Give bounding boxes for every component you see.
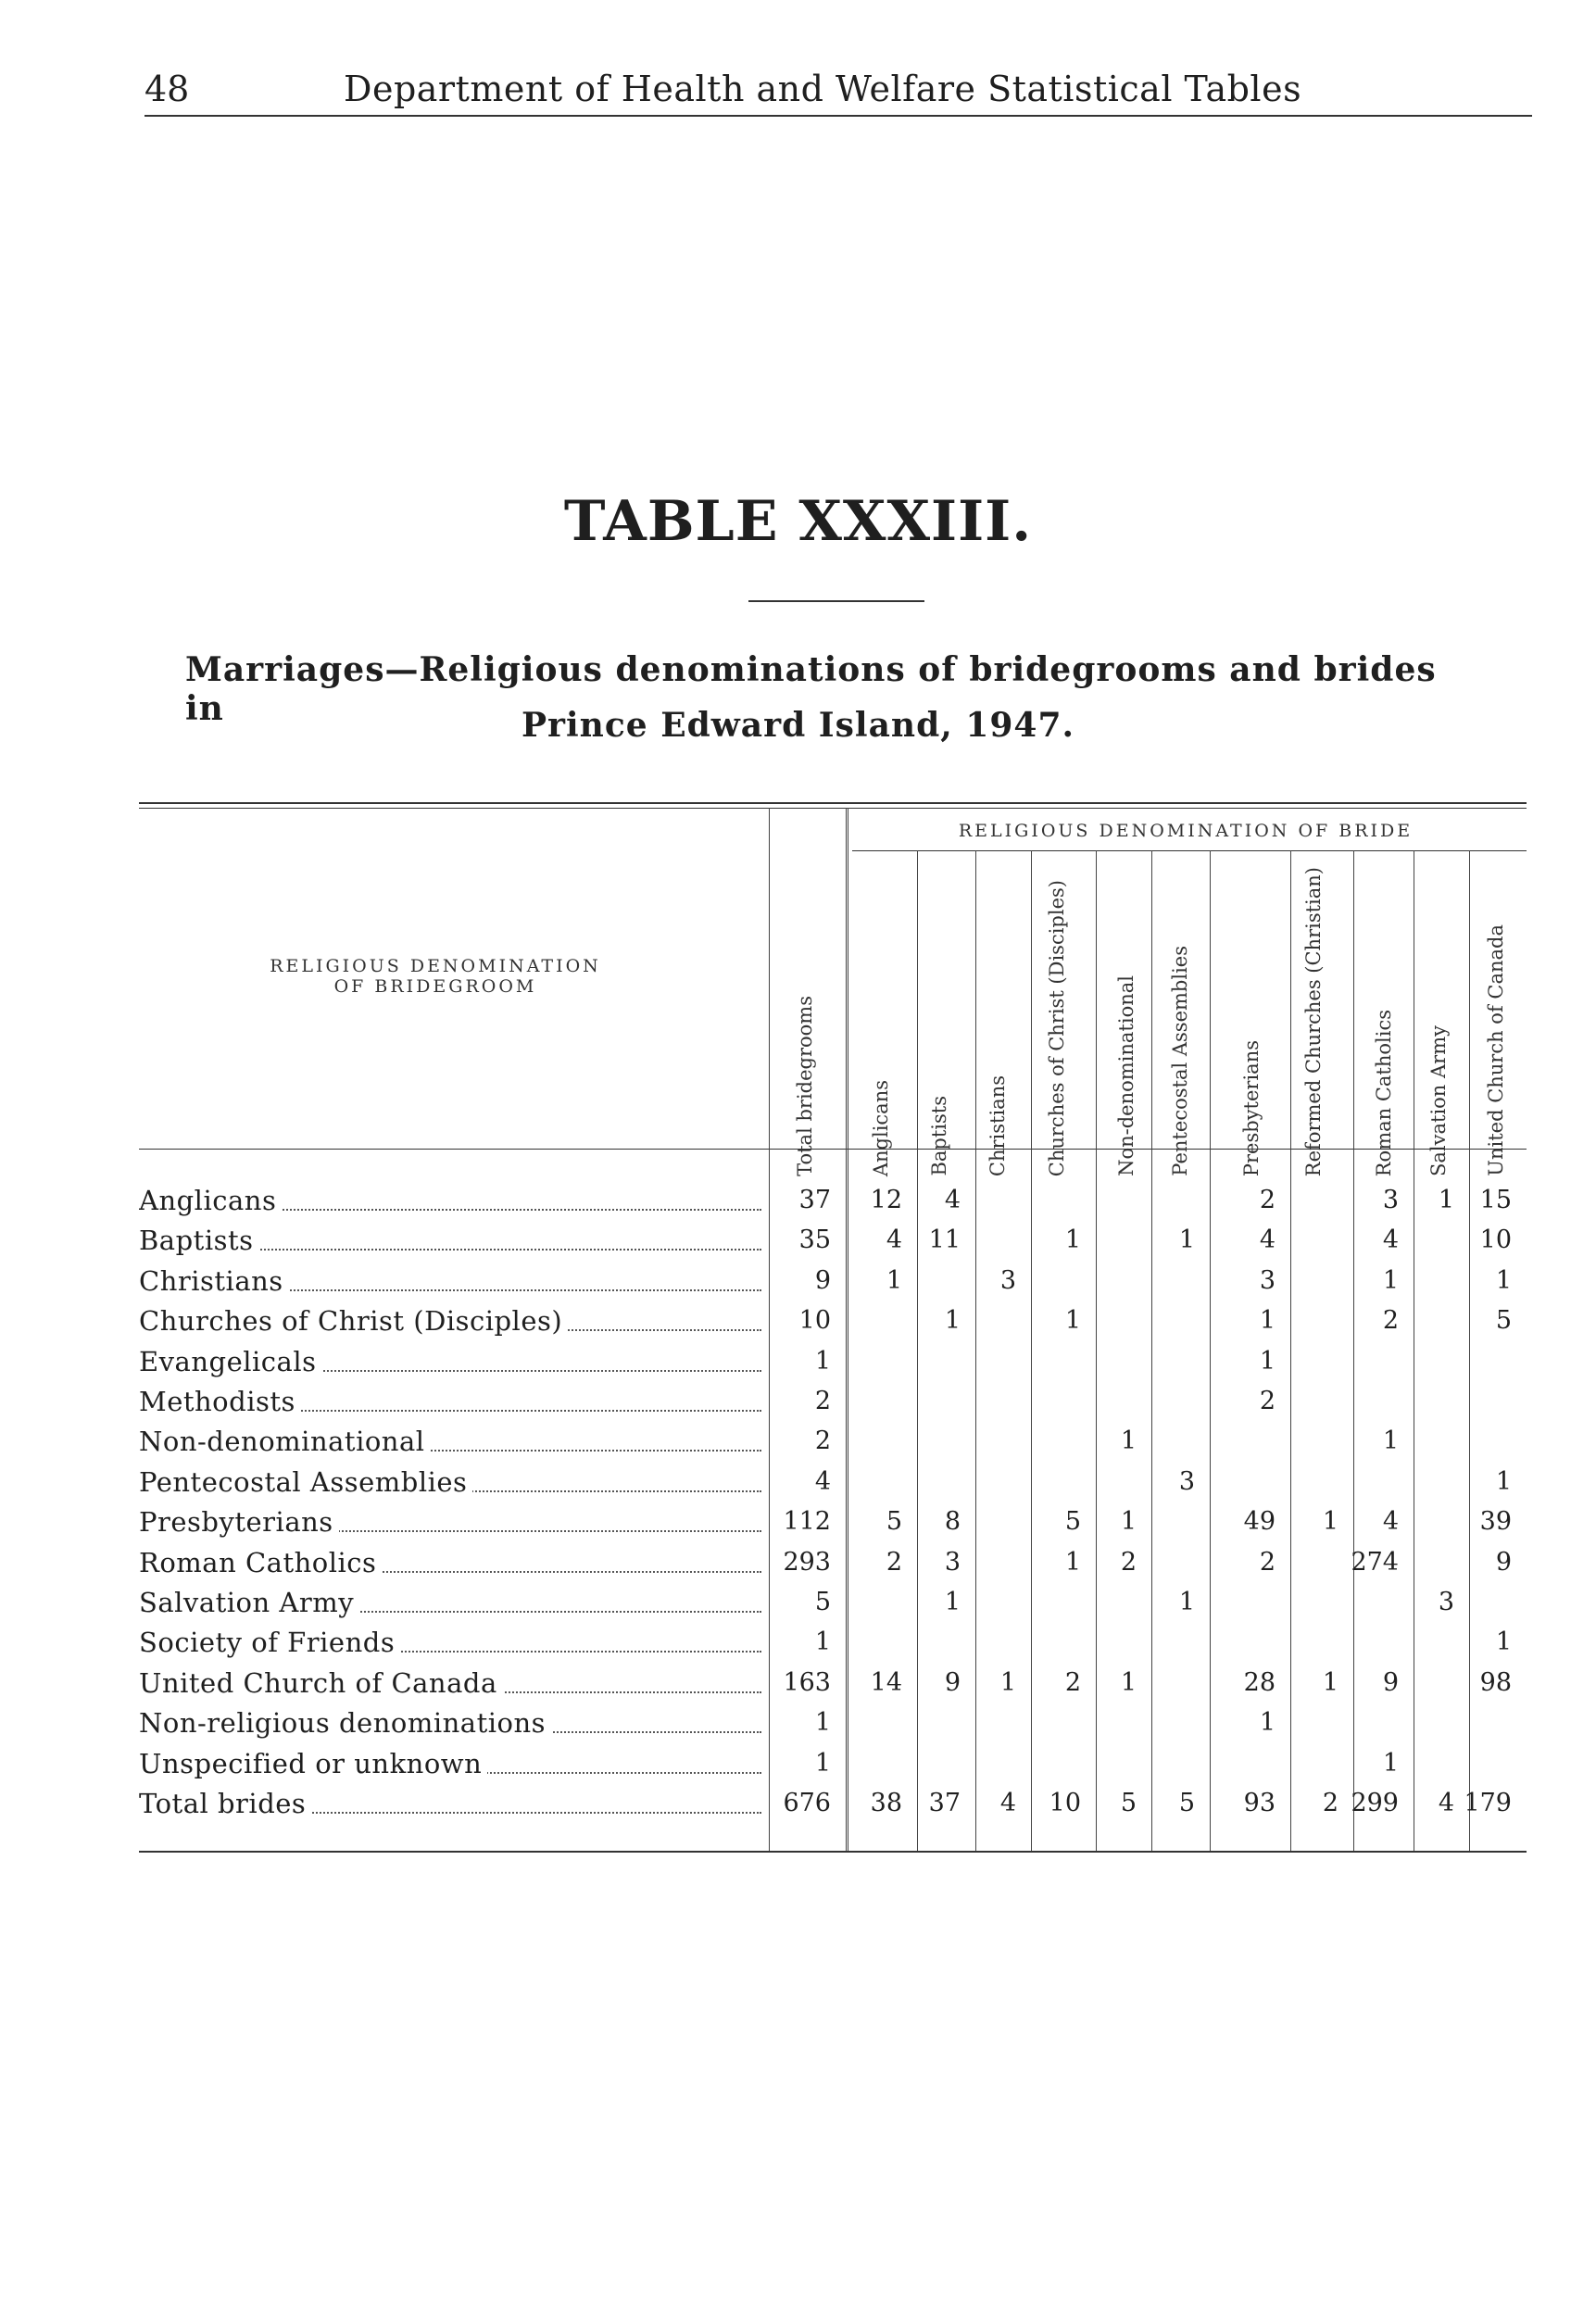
total-bridegrooms-cell: 1 <box>814 1749 831 1778</box>
count-cell: 1 <box>1259 1347 1276 1376</box>
count-cell: 2 <box>1120 1548 1137 1577</box>
count-cell: 1 <box>886 1266 902 1295</box>
count-cell: 2 <box>1259 1186 1276 1214</box>
page-number: 48 <box>145 69 190 109</box>
row-label: Evangelicals <box>139 1346 321 1377</box>
caption-line-2: Prince Edward Island, 1947. <box>521 706 1075 745</box>
count-cell: 1 <box>1064 1548 1081 1577</box>
count-cell: 38 <box>870 1789 902 1817</box>
count-cell: 1 <box>1064 1225 1081 1254</box>
count-cell: 1 <box>944 1588 961 1616</box>
count-cell: 274 <box>1351 1548 1399 1577</box>
count-cell: 1 <box>1178 1588 1195 1616</box>
column-header-bride: Baptists <box>928 1096 950 1176</box>
count-cell: 1 <box>1382 1427 1399 1455</box>
count-cell: 28 <box>1243 1668 1276 1697</box>
count-cell: 1 <box>944 1306 961 1335</box>
column-header-bride: Presbyterians <box>1240 1039 1263 1176</box>
total-bridegrooms-cell: 163 <box>783 1668 831 1697</box>
count-cell: 11 <box>928 1225 961 1254</box>
count-cell: 9 <box>1495 1548 1512 1577</box>
column-header-total: Total bridegrooms <box>794 996 816 1176</box>
row-label: Presbyterians <box>139 1506 339 1538</box>
count-cell: 10 <box>1479 1225 1512 1254</box>
count-cell: 3 <box>1438 1588 1454 1616</box>
row-label: Churches of Christ (Disciples) <box>139 1305 568 1337</box>
stub-header-line-2: OF BRIDEGROOM <box>333 976 537 997</box>
group-header-rule <box>852 850 1527 851</box>
count-cell: 1 <box>1259 1306 1276 1335</box>
row-label: Methodists <box>139 1386 301 1417</box>
count-cell: 1 <box>1382 1749 1399 1778</box>
count-cell: 5 <box>1495 1306 1512 1335</box>
count-cell: 3 <box>999 1266 1016 1295</box>
column-header-bride: Reformed Churches (Christian) <box>1302 866 1325 1176</box>
total-bridegrooms-cell: 9 <box>814 1266 831 1295</box>
row-label: Anglicans <box>139 1185 282 1216</box>
row-label: Pentecostal Assemblies <box>139 1466 472 1498</box>
count-cell: 2 <box>1322 1789 1338 1817</box>
count-cell: 1 <box>1120 1507 1137 1536</box>
count-cell: 12 <box>870 1186 902 1214</box>
count-cell: 1 <box>1322 1507 1338 1536</box>
total-bridegrooms-cell: 10 <box>798 1306 831 1335</box>
count-cell: 3 <box>1382 1186 1399 1214</box>
running-header <box>145 69 1534 115</box>
row-label: Non-denominational <box>139 1426 431 1457</box>
column-header-bride: Christians <box>987 1075 1009 1176</box>
running-title: Department of Health and Welfare Statistical Tables <box>344 69 1302 109</box>
count-cell: 5 <box>1064 1507 1081 1536</box>
count-cell: 1 <box>1495 1467 1512 1496</box>
table-title: TABLE XXXIII. <box>563 489 1033 554</box>
count-cell: 5 <box>1120 1789 1137 1817</box>
count-cell: 4 <box>1382 1225 1399 1254</box>
row-label: Total brides <box>139 1788 311 1819</box>
count-cell: 93 <box>1243 1789 1276 1817</box>
count-cell: 1 <box>999 1668 1016 1697</box>
row-label: Baptists <box>139 1225 259 1256</box>
row-label: Roman Catholics <box>139 1547 382 1578</box>
count-cell: 3 <box>944 1548 961 1577</box>
total-bridegrooms-cell: 4 <box>814 1467 831 1496</box>
count-cell: 2 <box>886 1548 902 1577</box>
count-cell: 1 <box>1178 1225 1195 1254</box>
total-bridegrooms-cell: 1 <box>814 1708 831 1737</box>
count-cell: 14 <box>870 1668 902 1697</box>
total-bridegrooms-cell: 293 <box>783 1548 831 1577</box>
count-cell: 1 <box>1495 1266 1512 1295</box>
column-header-bride: United Church of Canada <box>1485 924 1507 1176</box>
count-cell: 8 <box>944 1507 961 1536</box>
row-label: Non-religious denominations <box>139 1707 551 1739</box>
count-cell: 2 <box>1382 1306 1399 1335</box>
count-cell: 37 <box>928 1789 961 1817</box>
stub-header <box>213 956 658 997</box>
count-cell: 4 <box>1438 1789 1454 1817</box>
row-label: Society of Friends <box>139 1627 400 1658</box>
row-label: Christians <box>139 1265 289 1297</box>
column-header-bride: Anglicans <box>870 1079 892 1176</box>
count-cell: 179 <box>1464 1789 1512 1817</box>
total-bridegrooms-cell: 35 <box>798 1225 831 1254</box>
count-cell: 3 <box>1259 1266 1276 1295</box>
column-header-bride: Churches of Christ (Disciples) <box>1046 879 1068 1176</box>
count-cell: 49 <box>1243 1507 1276 1536</box>
count-cell: 1 <box>1064 1306 1081 1335</box>
total-bridegrooms-cell: 1 <box>814 1347 831 1376</box>
count-cell: 2 <box>1259 1387 1276 1415</box>
count-cell: 1 <box>1382 1266 1399 1295</box>
count-cell: 4 <box>999 1789 1016 1817</box>
count-cell: 4 <box>944 1186 961 1214</box>
count-cell: 1 <box>1259 1708 1276 1737</box>
total-bridegrooms-cell: 676 <box>783 1789 831 1817</box>
group-header: RELIGIOUS DENOMINATION OF BRIDE <box>958 821 1414 841</box>
total-bridegrooms-cell: 37 <box>798 1186 831 1214</box>
count-cell: 10 <box>1049 1789 1081 1817</box>
count-cell: 3 <box>1178 1467 1195 1496</box>
count-cell: 4 <box>1382 1507 1399 1536</box>
count-cell: 1 <box>1322 1668 1338 1697</box>
title-rule <box>748 600 924 602</box>
count-cell: 1 <box>1120 1427 1137 1455</box>
count-cell: 1 <box>1495 1628 1512 1656</box>
count-cell: 9 <box>1382 1668 1399 1697</box>
column-header-bride: Roman Catholics <box>1373 1009 1395 1176</box>
table-top-rule <box>139 802 1527 804</box>
total-bridegrooms-cell: 112 <box>783 1507 831 1536</box>
count-cell: 1 <box>1438 1186 1454 1214</box>
count-cell: 1 <box>1120 1668 1137 1697</box>
stub-header-line-1: RELIGIOUS DENOMINATION <box>270 956 601 976</box>
total-bridegrooms-cell: 5 <box>814 1588 831 1616</box>
row-label: Salvation Army <box>139 1587 359 1618</box>
column-header-bride: Non-denominational <box>1115 975 1137 1176</box>
column-header-bride: Pentecostal Assemblies <box>1169 946 1191 1176</box>
count-cell: 299 <box>1351 1789 1399 1817</box>
count-cell: 39 <box>1479 1507 1512 1536</box>
count-cell: 2 <box>1064 1668 1081 1697</box>
row-label: Unspecified or unknown <box>139 1748 487 1779</box>
count-cell: 5 <box>1178 1789 1195 1817</box>
count-cell: 9 <box>944 1668 961 1697</box>
total-bridegrooms-cell: 2 <box>814 1387 831 1415</box>
table-top-rule-inner <box>139 808 1527 809</box>
caption-line-1: Marriages—Religious denominations of bridegrooms and brides in <box>185 650 1437 728</box>
column-header-bride: Salvation Army <box>1427 1025 1450 1176</box>
count-cell: 15 <box>1479 1186 1512 1214</box>
count-cell: 2 <box>1259 1548 1276 1577</box>
table-bottom-rule <box>139 1851 1527 1853</box>
count-cell: 5 <box>886 1507 902 1536</box>
row-label: United Church of Canada <box>139 1667 503 1699</box>
count-cell: 4 <box>1259 1225 1276 1254</box>
header-rule <box>145 115 1532 117</box>
total-bridegrooms-cell: 1 <box>814 1628 831 1656</box>
count-cell: 4 <box>886 1225 902 1254</box>
count-cell: 98 <box>1479 1668 1512 1697</box>
total-bridegrooms-cell: 2 <box>814 1427 831 1455</box>
